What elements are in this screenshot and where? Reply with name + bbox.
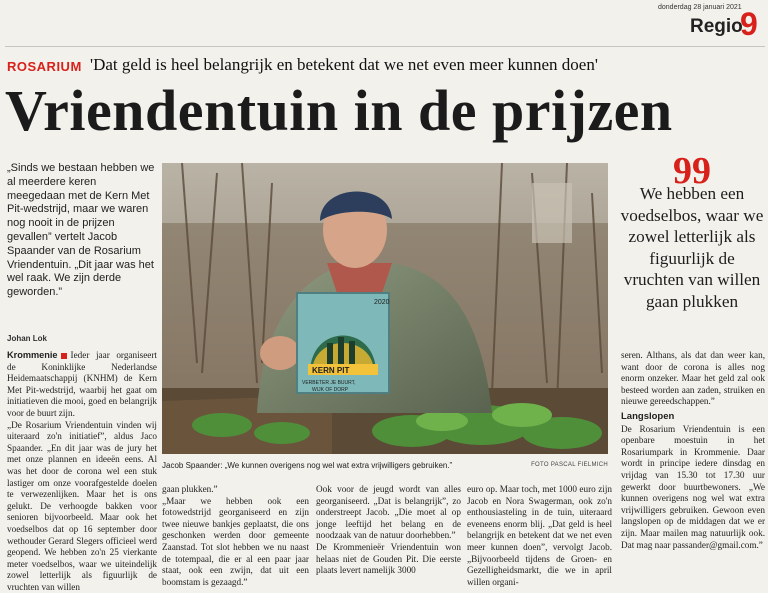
pullquote: We hebben een voedselbos, waar we zowel letterlijk als figuurlijk de vruchten van willen gaan plukken: [620, 184, 764, 311]
photo-caption: Jacob Spaander: „We kunnen overigens nog wel wat extra vrijwilligers gebruiken.”: [162, 461, 453, 470]
dateline: Krommenie: [7, 350, 58, 360]
top-quote: 'Dat geld is heel belangrijk en betekent dat we net even meer kunnen doen': [90, 55, 598, 74]
pullquote-marks: 99: [673, 150, 711, 192]
column-3-paragraph-1: Ook voor de jeugd wordt van alles georganiseerd. „Dat is belangrijk”, zo onderstreept Jacob. „Die moet al op jonge leeftijd het belang en de noodzaak van de natuur doorhebben.”: [316, 484, 461, 541]
column-2-paragraph-1: gaan plukken.”: [162, 484, 218, 494]
photo-caption-bar: [162, 461, 608, 470]
subheading: Langslopen: [621, 410, 675, 422]
article-column-4: [467, 484, 612, 588]
article-kicker: ROSARIUM: [7, 59, 82, 74]
article-column-2: [162, 484, 309, 588]
sign-year: 2020: [374, 299, 390, 306]
column-4-paragraph-1: euro op. Maar toch, met 1000 euro zijn Jacob en Nora Swagerman, ook zo'n enthousiasteling in de tuin, uiteraard eveneens enorm blij. „Dat geld is heel belangrijk en betekent dat we net even meer kunnen doen”, vervolgt Jacob. „Bijvoorbeeld tijdens de Groen- en Gezelligheidsmarkt, die we in april willen organi-: [467, 484, 612, 587]
photo-credit: FOTO PASCAL FIELMICH: [531, 462, 608, 468]
header-divider: [5, 46, 765, 47]
article-intro: „Sinds we bestaan hebben we al meerdere keren meegedaan met de Kern Met Pit-wedstrijd, maar we waren nog nooit in de prijzen gevallen” vertelt Jacob Spaander van de Rosarium Vriendentuin. „Dit jaar was het wel raak. We zijn derde geworden.”: [7, 162, 155, 299]
article-column-1: [7, 350, 157, 593]
column-3-paragraph-2: De Krommenieër Vriendentuin won helaas niet de Gouden Pit. Die eerste plaats levert namelijk 3000: [316, 541, 461, 576]
dateline-marker: [61, 353, 67, 359]
column-1-paragraph-2: „De Rosarium Vriendentuin vinden wij uiteraard zo'n initiatief”, aldus Jaco Spaander. „En dit jaar was de jury het met onze plannen en ideeën eens. Al was het door de corona wel een stuk lastiger om onze voorafgestelde doelen te verwezenlijken. Maar het is ons gelukt. De verhoogde bakken voor senioren bijvoorbeeld. Maar ook het voedselbos dat op 16 september door wethouder Gerard Slegers officieel werd geopend. We hebben zo'n 25 vierkante meter voedselbos, waar we uiteindelijk zowel letterlijk als figuurlijk de vruchten van willen: [7, 419, 157, 592]
column-2-paragraph-2: „Maar we hebben ook een fotowedstrijd georganiseerd en zijn twee nieuwe bankjes geplaatst, die ons geschonken werden door gemeente Zaanstad. Tot slot hebben we nu naast de totempaal, die er al een paar jaar staat, ook een zwijn, dat uit een boomstam is gezaagd.”: [162, 495, 309, 587]
article-photo: [162, 163, 608, 454]
photo-illustration: [162, 163, 608, 454]
page-number: 9: [740, 6, 758, 42]
column-5-paragraph-2: De Rosarium Vriendentuin is een openbare moestuin in het Rosariumpark in Krommenie. Daar wordt in principe iedere dinsdag en vrijdag van 15.30 tot 17.30 uur gewerkt door buurtbewoners. „We kunnen overigens nog wel wat extra vrijwilligers gebruiken. Gewoon even langslopen op de middagen dat we er zijn. Maar mailen mag natuurlijk ook. Dat mag naar passander@gmail.com.”: [621, 423, 765, 550]
sign-brand: KERN PIT: [312, 366, 350, 375]
column-1-paragraph-1: [7, 350, 157, 420]
article-column-5: [621, 350, 765, 551]
sign-slogan-line-1: VERBETER JE BUURT,: [302, 380, 356, 386]
section-label: Regio: [690, 16, 743, 37]
column-1-text-1: Ieder jaar organiseert de Koninklijke Nederlandse Heidemaatschappij (KNHM) de Kern Met Pit-wedstrijd, waarbij het gaat om initiatieven die mooi, goed en belangrijk voor de buurt zijn.: [7, 350, 157, 418]
author-byline: Johan Lok: [7, 334, 48, 343]
headline: Vriendentuin in de prijzen: [5, 78, 673, 143]
issue-date: donderdag 28 januari 2021: [658, 4, 742, 11]
article-column-3: [316, 484, 461, 577]
sign-slogan-line-2: WIJK OF DORP: [312, 387, 349, 393]
column-5-paragraph-1: seren. Althans, als dat dan weer kan, want door de corona is alles nog enorm onzeker. Maar het geld zal ook besteed worden aan zaden, struiken en nieuwe gereedschappen.”: [621, 350, 765, 407]
